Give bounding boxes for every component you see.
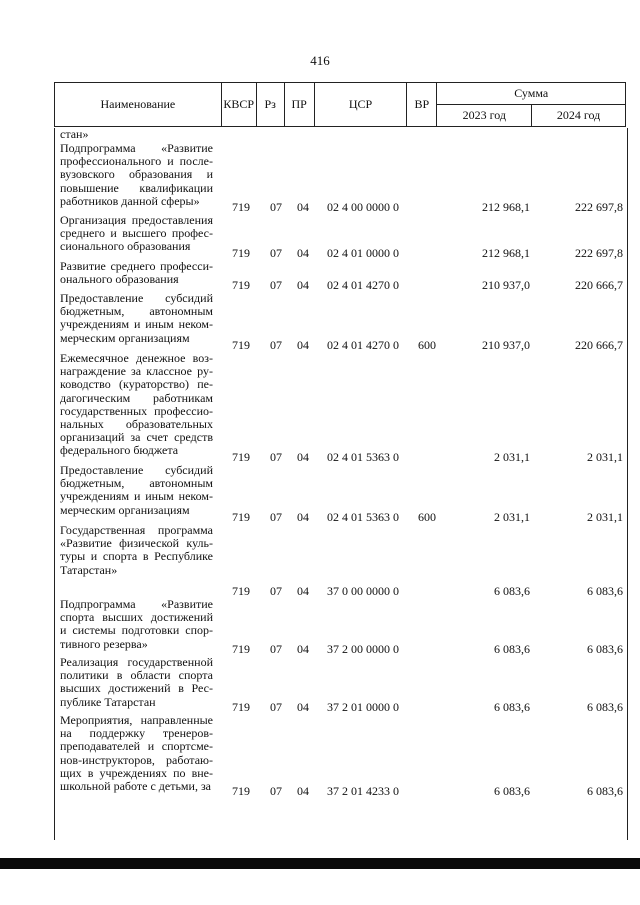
row-name-line: Подпрограмма «Развитие (60, 141, 213, 155)
table-row (55, 714, 627, 798)
row-name-line: Организация предоставления (60, 213, 213, 227)
row-name-line: нальных образовательных (60, 417, 213, 432)
row-name-cell (60, 598, 213, 651)
row-name-cell (60, 214, 213, 254)
row-name-line: Мероприятия, направленные (60, 713, 213, 727)
row-name-line: ководство (кураторство) пе- (60, 377, 213, 392)
pr-cell: 04 (297, 338, 309, 352)
pr-cell: 04 (297, 278, 309, 292)
pr-cell: 04 (297, 510, 309, 524)
pr-cell: 04 (297, 584, 309, 598)
pr-cell: 04 (297, 450, 309, 464)
row-name-line: дагогическим работникам (60, 390, 213, 405)
rz-cell: 07 (270, 450, 282, 464)
rz-cell: 07 (270, 700, 282, 714)
row-name-line: Ежемесячное денежное воз- (60, 351, 213, 365)
csr-cell: 37 2 01 0000 0 (327, 700, 399, 714)
amount-2024-cell: 6 083,6 (587, 700, 623, 714)
pr-cell: 04 (297, 700, 309, 714)
amount-2024-cell: 220 666,7 (575, 278, 623, 292)
row-name-cell (60, 352, 213, 458)
kvsr-cell: 719 (232, 700, 250, 714)
header-name: Наименование (55, 83, 222, 127)
row-name-line: мерческим организациям (60, 502, 190, 517)
header-vr: ВР (407, 83, 437, 127)
amount-2024-cell: 222 697,8 (575, 246, 623, 260)
amount-2023-cell: 212 968,1 (482, 200, 530, 214)
row-name-line: публике Татарстан (60, 694, 156, 709)
table-body (54, 128, 628, 840)
row-name-line: Государственная программа (60, 523, 213, 537)
amount-2024-cell: 222 697,8 (575, 200, 623, 214)
pr-cell: 04 (297, 784, 309, 798)
csr-cell: 02 4 00 0000 0 (327, 200, 399, 214)
csr-cell: 37 0 00 0000 0 (327, 584, 399, 598)
row-name-line: повышение квалификации (60, 180, 213, 195)
table-row (55, 142, 627, 214)
table-row (55, 524, 627, 598)
kvsr-cell: 719 (232, 784, 250, 798)
row-name-line: бюджетным, автономным (60, 304, 213, 319)
row-name-cell (60, 128, 213, 141)
row-name-line: Развитие среднего професси- (60, 259, 213, 273)
row-name-line: Предоставление субсидий (60, 463, 213, 477)
row-name-line: спорта высших достижений (60, 610, 213, 625)
row-name-line: Предоставление субсидий (60, 291, 213, 305)
row-name-cell (60, 292, 213, 345)
amount-2024-cell: 2 031,1 (587, 510, 623, 524)
table-row (55, 464, 627, 524)
table-row (55, 292, 627, 352)
csr-cell: 02 4 01 0000 0 (327, 246, 399, 260)
kvsr-cell: 719 (232, 642, 250, 656)
table-row (55, 598, 627, 656)
row-name-cell (60, 714, 213, 793)
row-name-line: онального образования (60, 272, 179, 287)
row-name-line: федерального бюджета (60, 443, 179, 458)
row-name-cell (60, 464, 213, 517)
amount-2024-cell: 220 666,7 (575, 338, 623, 352)
rz-cell: 07 (270, 338, 282, 352)
rz-cell: 07 (270, 784, 282, 798)
rz-cell: 07 (270, 510, 282, 524)
amount-2023-cell: 2 031,1 (494, 450, 530, 464)
amount-2023-cell: 2 031,1 (494, 510, 530, 524)
table-row (55, 214, 627, 260)
pr-cell: 04 (297, 246, 309, 260)
csr-cell: 02 4 01 4270 0 (327, 278, 399, 292)
row-name-line: учреждениям и иным неком- (60, 489, 213, 504)
amount-2023-cell: 6 083,6 (494, 700, 530, 714)
kvsr-cell: 719 (232, 278, 250, 292)
csr-cell: 02 4 01 4270 0 (327, 338, 399, 352)
row-name-line: преподавателей и спортсме- (60, 739, 213, 754)
row-name-line: среднего и высшего профес- (60, 226, 213, 241)
header-sum: Сумма (437, 83, 626, 105)
header-pr: ПР (284, 83, 314, 127)
kvsr-cell: 719 (232, 338, 250, 352)
row-name-line: награждение за классное ру- (60, 364, 213, 379)
row-name-line: щих в учреждениях по вне- (60, 765, 213, 780)
row-name-line: тивного резерва» (60, 636, 148, 651)
rz-cell: 07 (270, 200, 282, 214)
row-name-line: сионального образования (60, 239, 191, 254)
row-name-line: Реализация государственной (60, 655, 213, 669)
table-row (55, 260, 627, 292)
kvsr-cell: 719 (232, 450, 250, 464)
csr-cell: 02 4 01 5363 0 (327, 450, 399, 464)
vr-cell: 600 (418, 338, 436, 352)
header-kvsr: КВСР (221, 83, 256, 127)
table-row (55, 128, 627, 142)
row-name-line: вузовского образования и (60, 167, 213, 182)
row-name-line: профессионального и после- (60, 154, 213, 169)
csr-cell: 37 2 01 4233 0 (327, 784, 399, 798)
pr-cell: 04 (297, 642, 309, 656)
kvsr-cell: 719 (232, 510, 250, 524)
row-name-line: Татарстан» (60, 562, 118, 577)
rz-cell: 07 (270, 278, 282, 292)
table-row (55, 656, 627, 714)
table-header (54, 82, 626, 127)
rz-cell: 07 (270, 584, 282, 598)
header-year-2024: 2024 год (532, 105, 626, 127)
csr-cell: 02 4 01 5363 0 (327, 510, 399, 524)
row-name-line: нов-инструкторов, работаю- (60, 752, 213, 767)
rz-cell: 07 (270, 642, 282, 656)
amount-2023-cell: 212 968,1 (482, 246, 530, 260)
scan-edge-bar (0, 858, 640, 869)
header-csr: ЦСР (314, 83, 407, 127)
row-name-cell (60, 142, 213, 208)
header-year-2023: 2023 год (437, 105, 532, 127)
rz-cell: 07 (270, 246, 282, 260)
row-name-cell (60, 524, 213, 577)
vr-cell: 600 (418, 510, 436, 524)
table-row (55, 352, 627, 464)
kvsr-cell: 719 (232, 584, 250, 598)
row-name-line: бюджетным, автономным (60, 476, 213, 491)
kvsr-cell: 719 (232, 246, 250, 260)
row-name-line: «Развитие физической куль- (60, 536, 213, 551)
row-name-line: мерческим организациям (60, 330, 190, 345)
row-name-line: школьной работе с детьми, за (60, 779, 212, 794)
kvsr-cell: 719 (232, 200, 250, 214)
row-name-line: высших достижений в Рес- (60, 681, 213, 696)
amount-2024-cell: 6 083,6 (587, 584, 623, 598)
amount-2024-cell: 6 083,6 (587, 642, 623, 656)
row-name-line: политики в области спорта (60, 668, 213, 683)
amount-2023-cell: 6 083,6 (494, 784, 530, 798)
amount-2024-cell: 2 031,1 (587, 450, 623, 464)
header-rz: Рз (256, 83, 284, 127)
amount-2024-cell: 6 083,6 (587, 784, 623, 798)
amount-2023-cell: 210 937,0 (482, 278, 530, 292)
row-name-cell (60, 656, 213, 709)
row-name-line: организаций за счет средств (60, 430, 213, 445)
row-name-line: государственных профессио- (60, 403, 213, 418)
csr-cell: 37 2 00 0000 0 (327, 642, 399, 656)
row-name-line: туры и спорта в Республике (60, 549, 213, 564)
amount-2023-cell: 6 083,6 (494, 642, 530, 656)
row-name-line: учреждениям и иным неком- (60, 317, 213, 332)
row-name-line: Подпрограмма «Развитие (60, 597, 213, 611)
row-name-line: на поддержку тренеров- (60, 726, 213, 741)
row-name-line: и системы подготовки спор- (60, 623, 213, 638)
amount-2023-cell: 6 083,6 (494, 584, 530, 598)
pr-cell: 04 (297, 200, 309, 214)
row-name-cell (60, 260, 213, 286)
page-number: 416 (310, 53, 330, 68)
row-name-line: работников данной сферы» (60, 193, 200, 208)
row-name-line: стан» (60, 127, 89, 141)
amount-2023-cell: 210 937,0 (482, 338, 530, 352)
